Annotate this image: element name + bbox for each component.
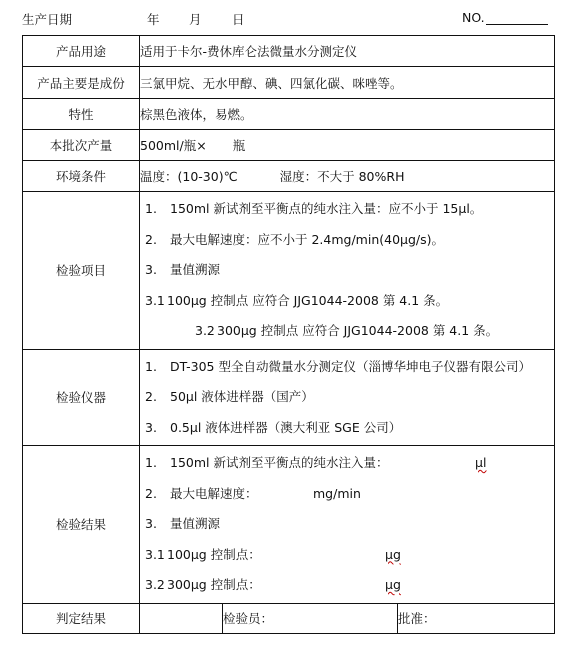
result-item: 3. 量值溯源	[145, 516, 221, 531]
environment-value	[140, 161, 555, 192]
no-label: NO.	[462, 10, 485, 25]
humidity-condition: 湿度：不大于 80%RH	[279, 169, 405, 184]
batch-output-label: 本批次产量	[23, 130, 140, 161]
result-unit: μl	[475, 455, 487, 470]
result-unit: mg/min	[313, 485, 361, 501]
batch-output-unit: 瓶	[232, 138, 246, 153]
property-label: 特性	[23, 99, 140, 130]
row-batch-output	[23, 130, 555, 161]
instruments-label: 检验仪器	[23, 349, 140, 446]
instrument-item: 1. DT-305 型全自动微量水分测定仪（淄博华坤电子仪器有限公司）	[145, 358, 531, 374]
judgment-value-field[interactable]	[140, 603, 223, 633]
result-unit: μg	[385, 577, 401, 592]
serial-number-blank[interactable]	[486, 12, 548, 25]
temperature-condition: 温度：(10-30)℃	[140, 169, 238, 184]
judgment-label: 判定结果	[23, 603, 140, 633]
row-inspection-items	[23, 192, 555, 350]
row-results	[23, 446, 555, 604]
inspection-item: 1. 150ml 新试剂至平衡点的纯水注入量：应不小于 15μl。	[145, 201, 483, 216]
inspection-item: 3. 量值溯源	[145, 262, 221, 277]
row-judgment	[23, 603, 555, 633]
row-environment	[23, 161, 555, 192]
result-item: 3.2 300μg 控制点： μg	[145, 570, 554, 601]
inspection-item: 3.1 100μg 控制点 应符合 JJG1044-2008 第 4.1 条。	[145, 292, 449, 308]
inspection-item: 3.2 300μg 控制点 应符合 JJG1044-2008 第 4.1 条。	[195, 323, 499, 338]
row-composition	[23, 67, 555, 99]
results-content	[140, 446, 555, 604]
inspection-items-content	[140, 192, 555, 350]
inspector-field[interactable]	[223, 603, 398, 633]
production-date-label: 生产日期	[22, 12, 73, 27]
inspection-form-table	[22, 35, 555, 634]
inspector-label: 检验员：	[223, 611, 274, 626]
row-instruments	[23, 349, 555, 446]
purpose-value: 适用于卡尔-费休库仑法微量水分测定仪	[140, 36, 555, 67]
result-item: 3.1 100μg 控制点： μg	[145, 540, 554, 571]
composition-value: 三氯甲烷、无水甲醇、碘、四氯化碳、咪唑等。	[140, 67, 555, 99]
instrument-item: 2. 50μl 液体进样器（国产）	[145, 389, 314, 404]
inspection-item: 2. 最大电解速度：应不小于 2.4mg/min(40μg/s)。	[145, 231, 445, 247]
result-unit: μg	[385, 546, 401, 562]
purpose-label: 产品用途	[23, 36, 140, 67]
result-item: 1. 150ml 新试剂至平衡点的纯水注入量： μl	[145, 448, 554, 479]
approver-field[interactable]	[398, 603, 555, 633]
result-item: 2. 最大电解速度： mg/min	[145, 479, 554, 510]
approver-label: 批准：	[398, 611, 436, 626]
month-label: 月	[189, 12, 202, 27]
year-label: 年	[147, 12, 160, 27]
batch-output-value	[140, 130, 555, 161]
inspection-items-label: 检验项目	[23, 192, 140, 350]
results-label: 检验结果	[23, 446, 140, 604]
row-property	[23, 99, 555, 130]
serial-number	[462, 10, 548, 25]
instruments-content	[140, 349, 555, 446]
instrument-item: 3. 0.5μl 液体进样器（澳大利亚 SGE 公司）	[145, 419, 402, 435]
property-value: 棕黑色液体，易燃。	[140, 99, 555, 130]
composition-label: 产品主要是成份	[23, 67, 140, 99]
row-purpose	[23, 36, 555, 67]
form-header	[0, 0, 575, 36]
environment-label: 环境条件	[23, 161, 140, 192]
day-label: 日	[232, 12, 245, 27]
batch-output-spec: 500ml/瓶×	[140, 138, 207, 153]
